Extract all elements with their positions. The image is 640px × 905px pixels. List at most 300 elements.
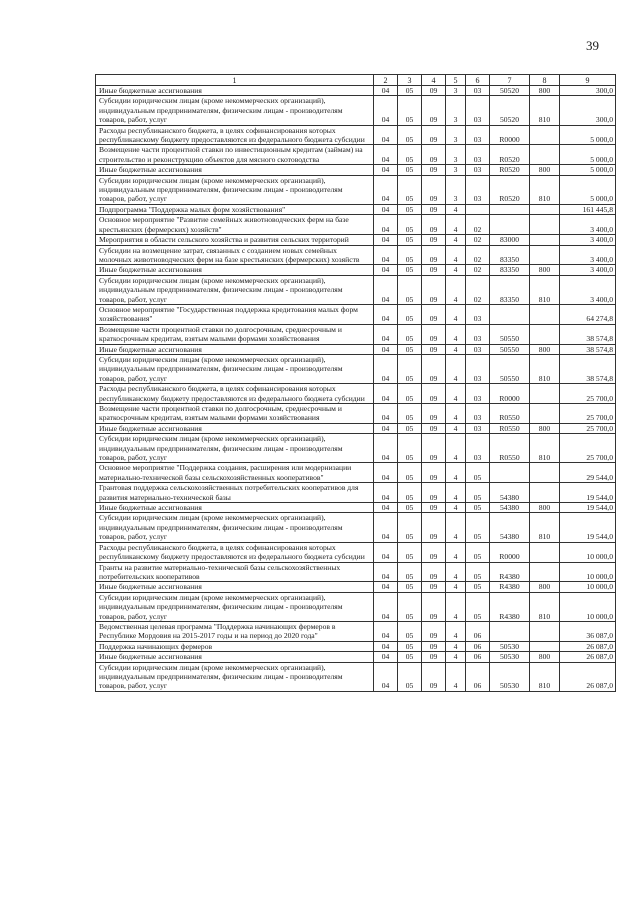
code-cell: 50550 [490, 344, 530, 354]
table-row [96, 384, 616, 404]
amount-cell: 25 700,0 [560, 404, 616, 424]
code-cell: 4 [446, 275, 466, 304]
amount-cell: 3 400,0 [560, 275, 616, 304]
row-name-cell: Иные бюджетные ассигнования [96, 265, 374, 275]
row-name-cell: Иные бюджетные ассигнования [96, 652, 374, 662]
code-cell: 04 [374, 592, 398, 621]
code-cell: 4 [446, 503, 466, 513]
code-cell: 05 [398, 483, 422, 503]
column-header: 3 [398, 75, 422, 86]
code-cell: 4 [446, 652, 466, 662]
table-row [96, 215, 616, 235]
code-cell [530, 483, 560, 503]
table-row [96, 582, 616, 592]
code-cell: 54380 [490, 483, 530, 503]
code-cell: 3 [446, 145, 466, 165]
code-cell: 09 [422, 513, 446, 542]
code-cell: 09 [422, 483, 446, 503]
table-row [96, 562, 616, 582]
code-cell: 09 [422, 344, 446, 354]
code-cell: 04 [374, 265, 398, 275]
amount-cell: 25 700,0 [560, 384, 616, 404]
code-cell [490, 215, 530, 235]
code-cell: 4 [446, 483, 466, 503]
code-cell: 05 [398, 592, 422, 621]
code-cell: 04 [374, 165, 398, 175]
budget-table [95, 74, 616, 692]
code-cell: 09 [422, 582, 446, 592]
code-cell [530, 204, 560, 214]
code-cell: 05 [398, 503, 422, 513]
code-cell: 09 [422, 86, 446, 96]
code-cell: R0550 [490, 404, 530, 424]
code-cell: 04 [374, 652, 398, 662]
code-cell: 05 [398, 354, 422, 383]
code-cell [530, 304, 560, 324]
code-cell: 04 [374, 96, 398, 125]
code-cell: 09 [422, 542, 446, 562]
code-cell: 05 [398, 245, 422, 265]
code-cell [530, 125, 560, 145]
column-header: 9 [560, 75, 616, 86]
amount-cell: 10 000,0 [560, 582, 616, 592]
table-row [96, 125, 616, 145]
row-name-cell: Мероприятия в области сельского хозяйства и развития сельских территорий [96, 235, 374, 245]
code-cell: 02 [466, 215, 490, 235]
code-cell [490, 463, 530, 483]
code-cell: 4 [446, 384, 466, 404]
code-cell: 4 [446, 324, 466, 344]
amount-cell: 19 544,0 [560, 483, 616, 503]
row-name-cell: Иные бюджетные ассигнования [96, 344, 374, 354]
table-row [96, 513, 616, 542]
code-cell: 83350 [490, 245, 530, 265]
code-cell: 800 [530, 503, 560, 513]
code-cell: 03 [466, 384, 490, 404]
code-cell: 810 [530, 434, 560, 463]
row-name-cell: Иные бюджетные ассигнования [96, 503, 374, 513]
code-cell: 04 [374, 86, 398, 96]
row-name-cell: Субсидии юридическим лицам (кроме некоммерческих организаций), индивидуальным предпринимателям, физическим лицам - производителям товаров, работ, услуг [96, 275, 374, 304]
code-cell: R0520 [490, 175, 530, 204]
code-cell: 50550 [490, 354, 530, 383]
code-cell [530, 542, 560, 562]
code-cell: 03 [466, 354, 490, 383]
amount-cell: 3 400,0 [560, 245, 616, 265]
code-cell: 06 [466, 652, 490, 662]
code-cell: 04 [374, 503, 398, 513]
code-cell: 03 [466, 125, 490, 145]
code-cell: 4 [446, 215, 466, 235]
row-name-cell: Грантовая поддержка сельскохозяйственных потребительских кооперативов для развития материально-технической базы [96, 483, 374, 503]
code-cell [530, 404, 560, 424]
code-cell: 05 [398, 434, 422, 463]
table-header-row [96, 75, 616, 86]
row-name-cell: Возмещение части процентной ставки по долгосрочным, среднесрочным и краткосрочным кредитам, взятым малыми формами хозяйствования [96, 324, 374, 344]
row-name-cell: Основное мероприятие "Развитие семейных животноводческих ферм на базе крестьянских (фермерских) хозяйств" [96, 215, 374, 235]
row-name-cell: Расходы республиканского бюджета, в целях софинансирования которых республиканскому бюджету предоставляются из федерального бюджета субсидии [96, 125, 374, 145]
code-cell: 03 [466, 165, 490, 175]
column-header: 2 [374, 75, 398, 86]
code-cell: 810 [530, 513, 560, 542]
code-cell: 05 [398, 652, 422, 662]
row-name-cell: Основное мероприятие "Государственная поддержка кредитования малых форм хозяйствования" [96, 304, 374, 324]
code-cell: 09 [422, 324, 446, 344]
code-cell: 05 [466, 463, 490, 483]
table-row [96, 592, 616, 621]
row-name-cell: Иные бюджетные ассигнования [96, 165, 374, 175]
code-cell: 09 [422, 423, 446, 433]
code-cell: 810 [530, 275, 560, 304]
code-cell: 05 [466, 582, 490, 592]
code-cell: 09 [422, 165, 446, 175]
code-cell: 4 [446, 235, 466, 245]
code-cell: 04 [374, 354, 398, 383]
code-cell: 05 [398, 125, 422, 145]
amount-cell: 19 544,0 [560, 503, 616, 513]
table-row [96, 175, 616, 204]
code-cell: 09 [422, 96, 446, 125]
table-row [96, 86, 616, 96]
table-row [96, 404, 616, 424]
row-name-cell: Иные бюджетные ассигнования [96, 582, 374, 592]
code-cell: 04 [374, 513, 398, 542]
code-cell: 810 [530, 96, 560, 125]
code-cell: 4 [446, 463, 466, 483]
amount-cell: 161 445,8 [560, 204, 616, 214]
code-cell: 04 [374, 204, 398, 214]
code-cell: 03 [466, 145, 490, 165]
code-cell: 03 [466, 304, 490, 324]
code-cell: 05 [398, 235, 422, 245]
code-cell: 50520 [490, 86, 530, 96]
code-cell: 4 [446, 592, 466, 621]
code-cell: 4 [446, 265, 466, 275]
row-name-cell: Гранты на развитие материально-технической базы сельскохозяйственных потребительских кооперативов [96, 562, 374, 582]
code-cell: 05 [398, 562, 422, 582]
code-cell: 02 [466, 235, 490, 245]
code-cell: 09 [422, 652, 446, 662]
code-cell: R4380 [490, 582, 530, 592]
table-row [96, 344, 616, 354]
code-cell: 800 [530, 344, 560, 354]
table-row [96, 235, 616, 245]
column-header: 4 [422, 75, 446, 86]
table-row [96, 641, 616, 651]
code-cell: 4 [446, 245, 466, 265]
row-name-cell: Подпрограмма "Поддержка малых форм хозяйствования" [96, 204, 374, 214]
code-cell: 3 [446, 175, 466, 204]
code-cell: 03 [466, 423, 490, 433]
code-cell: 50530 [490, 641, 530, 651]
amount-cell: 300,0 [560, 86, 616, 96]
code-cell: 09 [422, 384, 446, 404]
code-cell: 4 [446, 434, 466, 463]
table-row [96, 662, 616, 691]
code-cell: 04 [374, 434, 398, 463]
table-row [96, 354, 616, 383]
code-cell: 05 [466, 542, 490, 562]
code-cell: 09 [422, 275, 446, 304]
code-cell: 04 [374, 562, 398, 582]
code-cell: 04 [374, 215, 398, 235]
code-cell: 04 [374, 304, 398, 324]
table-row [96, 652, 616, 662]
code-cell: 04 [374, 463, 398, 483]
code-cell: 800 [530, 86, 560, 96]
table-row [96, 245, 616, 265]
code-cell: 06 [466, 662, 490, 691]
code-cell: 09 [422, 265, 446, 275]
code-cell: R4380 [490, 562, 530, 582]
code-cell: 04 [374, 245, 398, 265]
code-cell: 05 [398, 344, 422, 354]
code-cell: 09 [422, 662, 446, 691]
code-cell: 09 [422, 235, 446, 245]
amount-cell: 10 000,0 [560, 562, 616, 582]
code-cell: 800 [530, 652, 560, 662]
code-cell: 4 [446, 542, 466, 562]
code-cell: 83350 [490, 275, 530, 304]
amount-cell: 10 000,0 [560, 592, 616, 621]
code-cell: 09 [422, 404, 446, 424]
code-cell: 4 [446, 513, 466, 542]
column-header: 7 [490, 75, 530, 86]
amount-cell: 26 087,0 [560, 662, 616, 691]
code-cell: 05 [398, 621, 422, 641]
code-cell: 04 [374, 324, 398, 344]
row-name-cell: Субсидии юридическим лицам (кроме некоммерческих организаций), индивидуальным предпринимателям, физическим лицам - производителям товаров, работ, услуг [96, 354, 374, 383]
code-cell: 09 [422, 215, 446, 235]
code-cell: 50520 [490, 96, 530, 125]
code-cell: 05 [398, 384, 422, 404]
code-cell: 03 [466, 344, 490, 354]
column-header: 8 [530, 75, 560, 86]
row-name-cell: Ведомственная целевая программа "Поддержка начинающих фермеров в Республике Мордовия на 2015-2017 годы и на период до 2020 года" [96, 621, 374, 641]
row-name-cell: Субсидии юридическим лицам (кроме некоммерческих организаций), индивидуальным предпринимателям, физическим лицам - производителям товаров, работ, услуг [96, 434, 374, 463]
code-cell: 04 [374, 275, 398, 304]
code-cell: 05 [398, 404, 422, 424]
code-cell: 50530 [490, 652, 530, 662]
code-cell: 05 [398, 463, 422, 483]
code-cell: 03 [466, 86, 490, 96]
code-cell: 05 [466, 513, 490, 542]
amount-cell: 29 544,0 [560, 463, 616, 483]
code-cell: 05 [398, 423, 422, 433]
amount-cell: 3 400,0 [560, 265, 616, 275]
amount-cell: 300,0 [560, 96, 616, 125]
code-cell: 09 [422, 641, 446, 651]
code-cell [530, 562, 560, 582]
table-row [96, 463, 616, 483]
code-cell: 800 [530, 265, 560, 275]
code-cell: 3 [446, 86, 466, 96]
code-cell [530, 235, 560, 245]
code-cell: 3 [446, 96, 466, 125]
code-cell: 54380 [490, 513, 530, 542]
code-cell: 09 [422, 434, 446, 463]
amount-cell: 5 000,0 [560, 125, 616, 145]
amount-cell: 26 087,0 [560, 641, 616, 651]
code-cell: 810 [530, 662, 560, 691]
code-cell: 06 [466, 621, 490, 641]
code-cell: 04 [374, 542, 398, 562]
code-cell: 05 [398, 662, 422, 691]
code-cell: R0550 [490, 423, 530, 433]
code-cell: 05 [398, 542, 422, 562]
table-row [96, 434, 616, 463]
code-cell: 50530 [490, 662, 530, 691]
code-cell: 04 [374, 145, 398, 165]
code-cell: 09 [422, 175, 446, 204]
code-cell: R0000 [490, 384, 530, 404]
code-cell: 06 [466, 641, 490, 651]
code-cell: 05 [398, 513, 422, 542]
table-row [96, 165, 616, 175]
code-cell: 05 [398, 215, 422, 235]
code-cell: 09 [422, 245, 446, 265]
code-cell: 05 [466, 503, 490, 513]
code-cell: 05 [398, 265, 422, 275]
code-cell: 05 [398, 165, 422, 175]
code-cell: 04 [374, 125, 398, 145]
code-cell: 05 [398, 175, 422, 204]
code-cell: 09 [422, 503, 446, 513]
code-cell: 05 [398, 275, 422, 304]
code-cell: R0000 [490, 542, 530, 562]
table-row [96, 503, 616, 513]
code-cell: 09 [422, 304, 446, 324]
row-name-cell: Иные бюджетные ассигнования [96, 423, 374, 433]
code-cell [490, 304, 530, 324]
code-cell: 02 [466, 275, 490, 304]
amount-cell: 10 000,0 [560, 542, 616, 562]
row-name-cell: Возмещение части процентной ставки по долгосрочным, среднесрочным и краткосрочным кредитам, взятым малыми формами хозяйствования [96, 404, 374, 424]
code-cell [530, 215, 560, 235]
row-name-cell: Субсидии юридическим лицам (кроме некоммерческих организаций), индивидуальным предпринимателям, физическим лицам - производителям товаров, работ, услуг [96, 592, 374, 621]
code-cell: 09 [422, 125, 446, 145]
code-cell: 03 [466, 175, 490, 204]
code-cell: R0000 [490, 125, 530, 145]
table-row [96, 483, 616, 503]
column-header: 6 [466, 75, 490, 86]
row-name-cell: Расходы республиканского бюджета, в целях софинансирования которых республиканскому бюджету предоставляются из федерального бюджета субсидии [96, 542, 374, 562]
column-header: 5 [446, 75, 466, 86]
code-cell: 05 [398, 145, 422, 165]
amount-cell: 19 544,0 [560, 513, 616, 542]
code-cell: 03 [466, 324, 490, 344]
code-cell: 04 [374, 404, 398, 424]
code-cell: 09 [422, 204, 446, 214]
table-row [96, 423, 616, 433]
table-row [96, 145, 616, 165]
code-cell: 3 [446, 125, 466, 145]
table-row [96, 542, 616, 562]
code-cell: 05 [398, 86, 422, 96]
code-cell: 4 [446, 641, 466, 651]
code-cell: 04 [374, 344, 398, 354]
amount-cell: 38 574,8 [560, 324, 616, 344]
code-cell: 810 [530, 354, 560, 383]
code-cell: 04 [374, 423, 398, 433]
table-row [96, 304, 616, 324]
amount-cell: 3 400,0 [560, 235, 616, 245]
table-row [96, 621, 616, 641]
code-cell: 83350 [490, 265, 530, 275]
amount-cell: 26 087,0 [560, 652, 616, 662]
code-cell: 03 [466, 434, 490, 463]
code-cell: 04 [374, 175, 398, 204]
amount-cell: 25 700,0 [560, 423, 616, 433]
row-name-cell: Субсидии на возмещение затрат, связанных с созданием новых семейных молочных животноводческих ферм на базе крестьянских (фермерских) хозяйств [96, 245, 374, 265]
code-cell: R0520 [490, 145, 530, 165]
table-row [96, 265, 616, 275]
row-name-cell: Основное мероприятие "Поддержка создания, расширения или модернизации материально-технической базы сельскохозяйственных кооперативов" [96, 463, 374, 483]
code-cell: 3 [446, 165, 466, 175]
code-cell: 05 [398, 582, 422, 592]
code-cell: 04 [374, 235, 398, 245]
amount-cell: 3 400,0 [560, 215, 616, 235]
code-cell: 05 [466, 592, 490, 621]
code-cell [530, 641, 560, 651]
code-cell [490, 621, 530, 641]
code-cell: 05 [466, 483, 490, 503]
code-cell: 05 [398, 204, 422, 214]
code-cell: 04 [374, 582, 398, 592]
amount-cell: 38 574,8 [560, 344, 616, 354]
row-name-cell: Иные бюджетные ассигнования [96, 86, 374, 96]
code-cell: 09 [422, 621, 446, 641]
code-cell: 09 [422, 562, 446, 582]
code-cell [466, 204, 490, 214]
code-cell: 05 [466, 562, 490, 582]
code-cell: 800 [530, 165, 560, 175]
amount-cell: 38 574,8 [560, 354, 616, 383]
code-cell: 03 [466, 96, 490, 125]
code-cell: 05 [398, 641, 422, 651]
code-cell: 09 [422, 145, 446, 165]
amount-cell: 5 000,0 [560, 145, 616, 165]
code-cell [530, 145, 560, 165]
column-header: 1 [96, 75, 374, 86]
code-cell [530, 463, 560, 483]
code-cell: 4 [446, 582, 466, 592]
code-cell [530, 384, 560, 404]
code-cell: 04 [374, 641, 398, 651]
code-cell: 810 [530, 592, 560, 621]
code-cell: 4 [446, 562, 466, 582]
code-cell [530, 324, 560, 344]
code-cell: 810 [530, 175, 560, 204]
code-cell: 800 [530, 582, 560, 592]
page-number: 39 [586, 38, 599, 53]
code-cell: R4380 [490, 592, 530, 621]
code-cell: 04 [374, 662, 398, 691]
row-name-cell: Субсидии юридическим лицам (кроме некоммерческих организаций), индивидуальным предпринимателям, физическим лицам - производителям товаров, работ, услуг [96, 662, 374, 691]
code-cell: 03 [466, 404, 490, 424]
code-cell: 4 [446, 404, 466, 424]
code-cell: 09 [422, 463, 446, 483]
code-cell: 09 [422, 592, 446, 621]
code-cell: 4 [446, 423, 466, 433]
row-name-cell: Субсидии юридическим лицам (кроме некоммерческих организаций), индивидуальным предпринимателям, физическим лицам - производителям товаров, работ, услуг [96, 513, 374, 542]
code-cell: 54380 [490, 503, 530, 513]
amount-cell: 36 087,0 [560, 621, 616, 641]
amount-cell: 5 000,0 [560, 175, 616, 204]
code-cell: R0520 [490, 165, 530, 175]
code-cell: R0550 [490, 434, 530, 463]
code-cell [490, 204, 530, 214]
